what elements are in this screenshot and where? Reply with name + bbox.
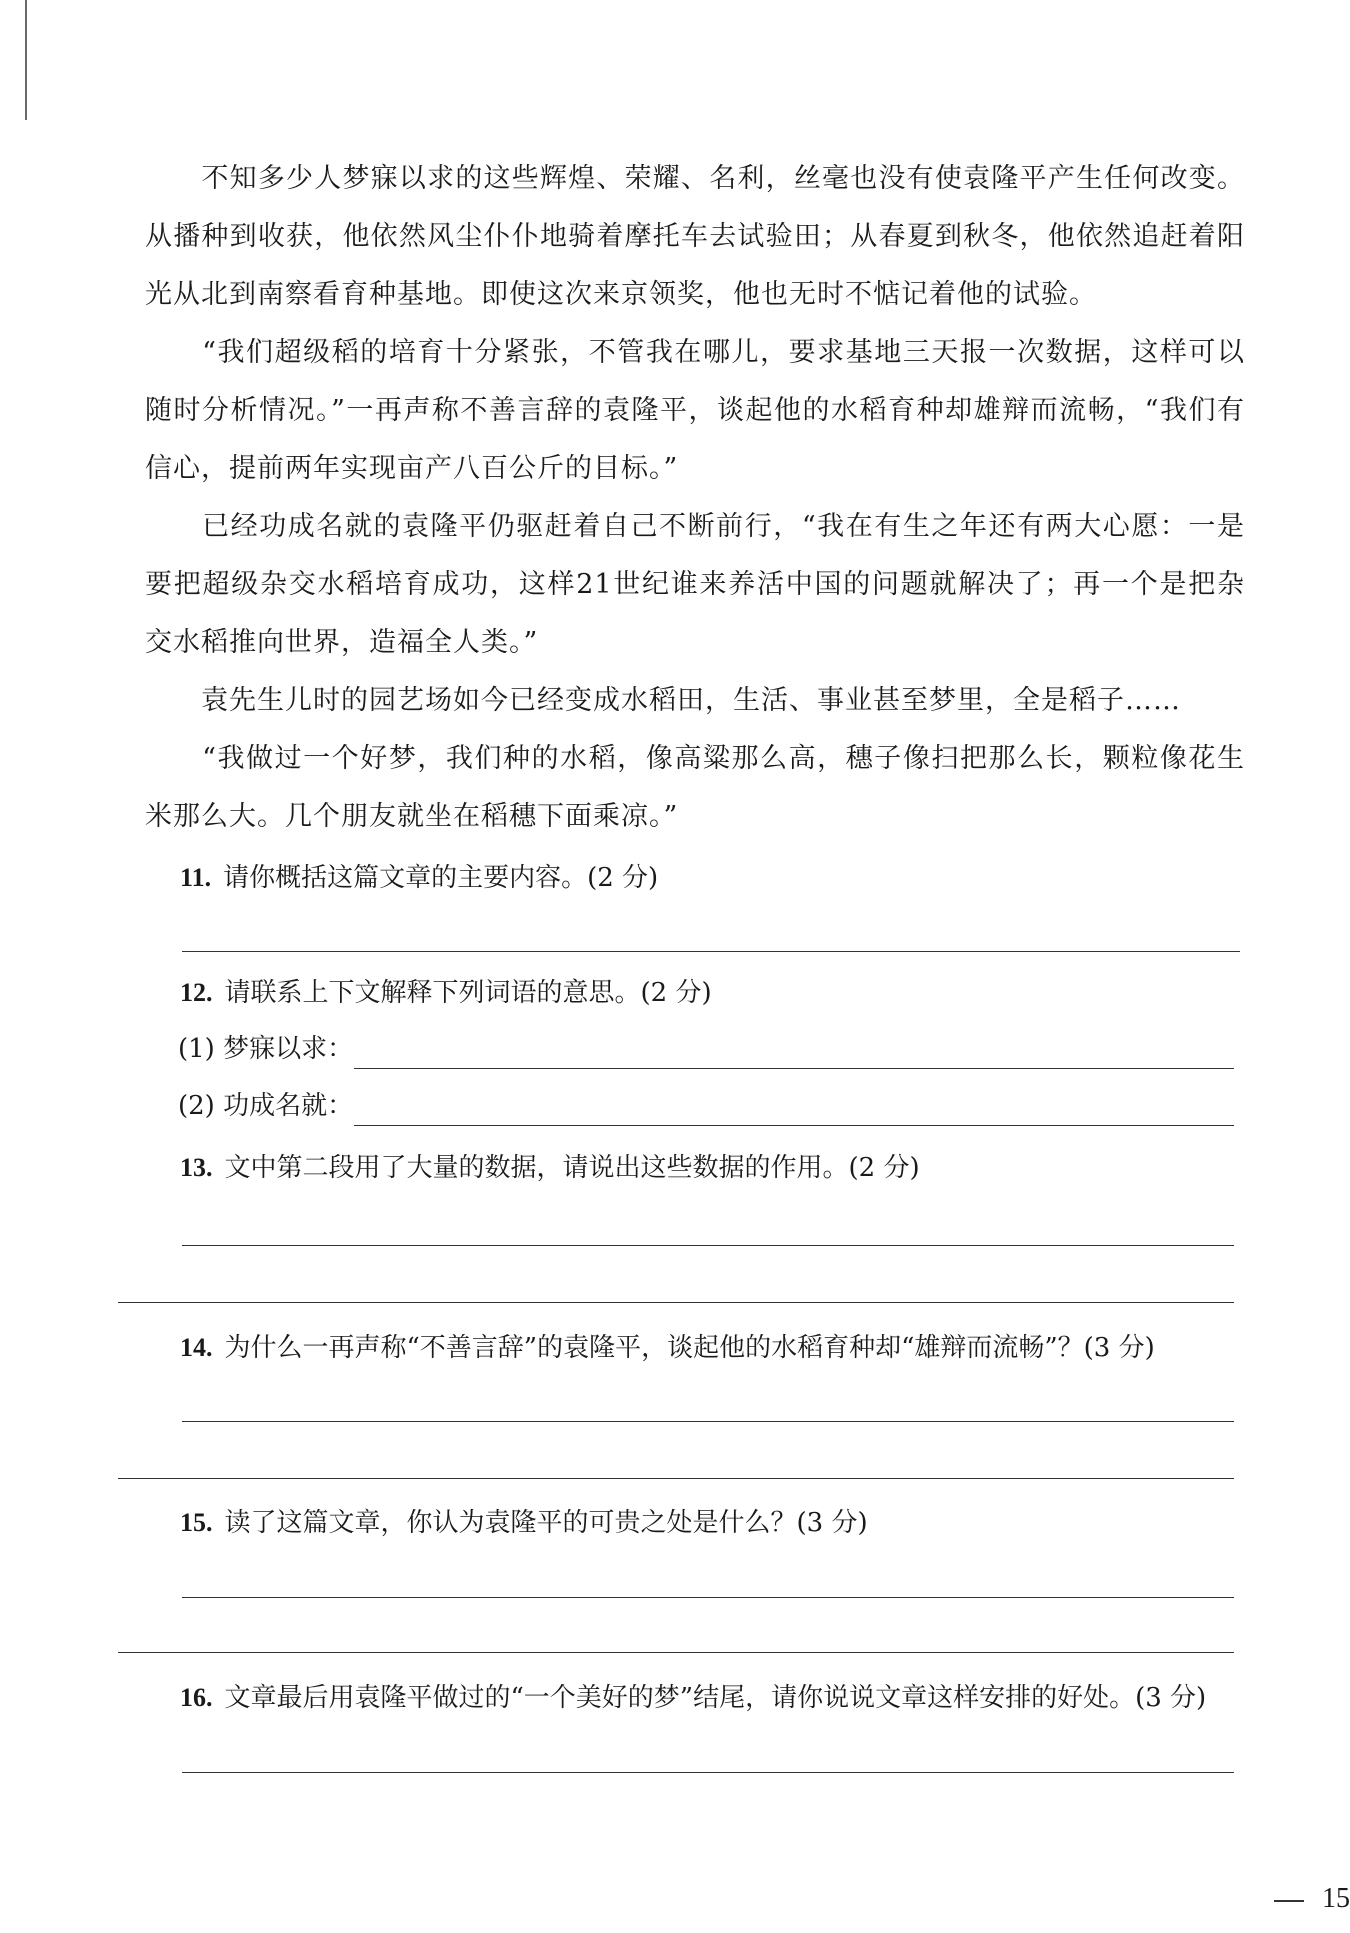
answer-line[interactable] — [354, 1068, 1234, 1069]
question-15 — [180, 1505, 868, 1541]
question-text: 请联系上下文解释下列词语的意思。(2 分) — [224, 978, 712, 1008]
question-12 — [180, 975, 712, 1011]
answer-line[interactable] — [182, 1772, 1234, 1773]
question-11 — [180, 860, 658, 896]
answer-line[interactable] — [182, 1597, 1234, 1598]
passage-paragraph: 袁先生儿时的园艺场如今已经变成水稻田，生活、事业甚至梦里，全是稻子…… — [145, 685, 1181, 716]
question-number: 12. — [180, 978, 213, 1007]
answer-line[interactable] — [354, 1125, 1234, 1126]
question-14 — [180, 1330, 1155, 1366]
passage-paragraph: 不知多少人梦寐以求的这些辉煌、荣耀、名利，丝毫也没有使袁隆平产生任何改变。从播种到收获，他依然风尘仆仆地骑着摩托车去试验田；从春夏到秋冬，他依然追赶着阳光从北到南察看育种基地。即使这次来京领奖，他也无时不惦记着他的试验。 — [145, 163, 1245, 310]
question-text: 文章最后用袁隆平做过的“一个美好的梦”结尾，请你说说文章这样安排的好处。(3 分) — [224, 1683, 1207, 1713]
passage-paragraph: 已经功成名就的袁隆平仍驱赶着自己不断前行，“我在有生之年还有两大心愿：一是要把超级杂交水稻培育成功，这样21世纪谁来养活中国的问题就解决了；再一个是把杂交水稻推向世界，造福全人类。” — [145, 511, 1245, 658]
answer-line[interactable] — [118, 1478, 1234, 1479]
answer-line[interactable] — [118, 1302, 1234, 1303]
sub-question-1 — [178, 1031, 353, 1067]
sub-question-label: (1) 梦寐以求： — [178, 1034, 354, 1064]
reading-passage — [145, 150, 1245, 846]
answer-line[interactable] — [182, 951, 1240, 952]
page-footer — [1274, 1883, 1350, 1915]
answer-line[interactable] — [182, 1421, 1234, 1422]
question-16 — [180, 1680, 1206, 1716]
passage-paragraph: “我们超级稻的培育十分紧张，不管我在哪儿，要求基地三天报一次数据，这样可以随时分析情况。”一再声称不善言辞的袁隆平，谈起他的水稻育种却雄辩而流畅，“我们有信心，提前两年实现亩产八百公斤的目标。” — [145, 337, 1245, 484]
question-text: 文中第二段用了大量的数据，请说出这些数据的作用。(2 分) — [224, 1153, 920, 1183]
sub-question-label: (2) 功成名就： — [178, 1091, 354, 1121]
question-text: 读了这篇文章，你认为袁隆平的可贵之处是什么？(3 分) — [224, 1508, 868, 1538]
question-text: 请你概括这篇文章的主要内容。(2 分) — [223, 863, 659, 893]
answer-line[interactable] — [182, 1245, 1234, 1246]
question-number: 14. — [180, 1333, 213, 1362]
question-number: 15. — [180, 1508, 213, 1537]
question-number: 13. — [180, 1153, 213, 1182]
question-number: 11. — [180, 863, 212, 892]
answer-line[interactable] — [118, 1652, 1234, 1653]
question-number: 16. — [180, 1683, 213, 1712]
question-13 — [180, 1150, 920, 1186]
page-number: 15 — [1322, 1883, 1350, 1914]
question-text: 为什么一再声称“不善言辞”的袁隆平，谈起他的水稻育种却“雄辩而流畅”？(3 分) — [224, 1333, 1155, 1363]
page-margin-line — [25, 0, 27, 120]
footer-dash — [1274, 1900, 1304, 1902]
passage-paragraph: “我做过一个好梦，我们种的水稻，像高粱那么高，穗子像扫把那么长，颗粒像花生米那么大。几个朋友就坐在稻穗下面乘凉。” — [145, 743, 1245, 832]
sub-question-2 — [178, 1088, 353, 1124]
